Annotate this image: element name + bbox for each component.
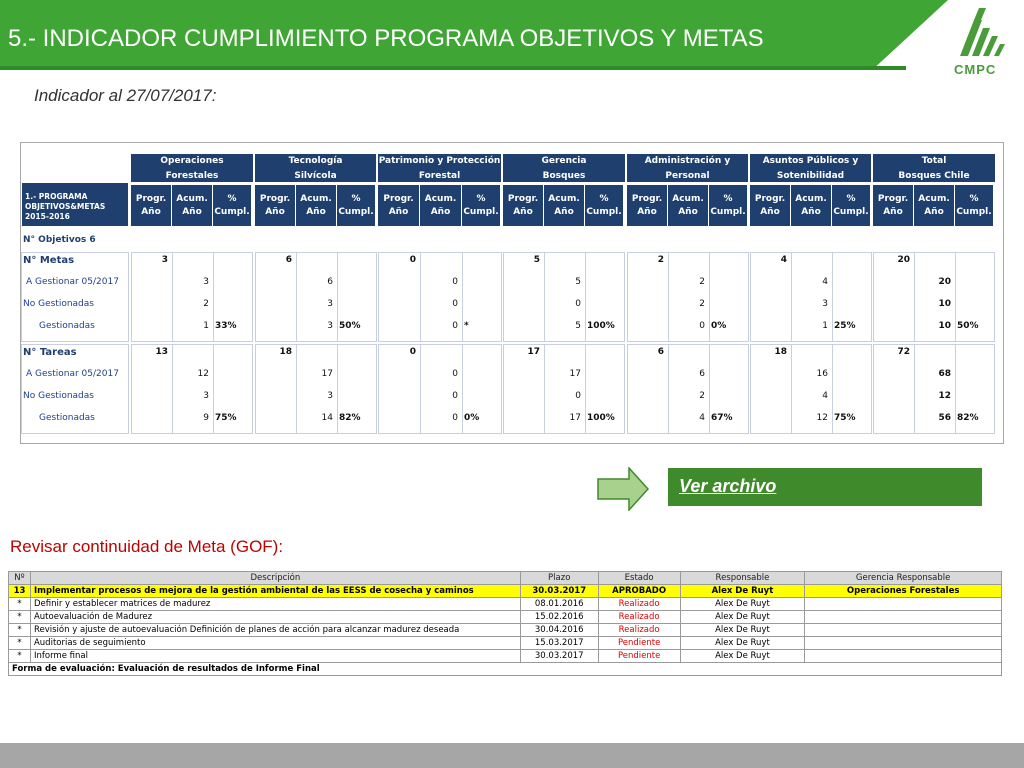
- sub-header-l2: Año: [430, 207, 451, 217]
- gof-row: [9, 598, 1002, 611]
- gestionadas-value: 56: [938, 413, 951, 423]
- sub-header-l1: %: [227, 194, 237, 204]
- gof-header-resp: Responsable: [680, 572, 805, 585]
- sub-header-l2: Año: [924, 207, 944, 217]
- pct-value: 75%: [215, 413, 237, 423]
- sub-header-l1: Progr.: [135, 194, 167, 204]
- gof-cell-ger: Operaciones Forestales: [805, 585, 1002, 598]
- a-gestionar-value: 4: [822, 277, 828, 287]
- pct-value: 82%: [957, 413, 979, 423]
- gof-row: [9, 637, 1002, 650]
- gof-cell-n: *: [9, 624, 31, 637]
- gof-cell-plazo: 30.03.2017: [520, 650, 598, 663]
- sub-header-l2: Año: [760, 207, 780, 217]
- no-gestionadas-value: 0: [575, 391, 581, 401]
- gof-cell-estado: Pendiente: [598, 637, 680, 650]
- page-title: 5.- INDICADOR CUMPLIMIENTO PROGRAMA OBJETIVOS Y METAS: [8, 25, 764, 52]
- sub-header-l1: %: [969, 194, 979, 204]
- a-gestionar-value: 6: [699, 369, 705, 379]
- sub-header-l1: Acum.: [672, 194, 704, 204]
- progr-value: 5: [533, 255, 540, 265]
- progr-value: 18: [774, 347, 787, 357]
- gof-cell-resp: Alex De Ruyt: [680, 585, 805, 598]
- gof-row: [9, 650, 1002, 663]
- header-banner: [0, 0, 1024, 77]
- group-header-line2: Sotenibilidad: [776, 171, 845, 181]
- pct-value: 67%: [711, 413, 733, 423]
- a-gestionar-value: 68: [938, 369, 951, 379]
- gof-row: [9, 611, 1002, 624]
- gof-cell-plazo: 30.03.2017: [520, 585, 598, 598]
- group-header-line2: Bosques: [542, 171, 586, 181]
- gof-cell-estado: Realizado: [598, 598, 680, 611]
- gof-cell-desc: Autoevaluación de Madurez: [30, 611, 520, 624]
- gof-cell-estado: Realizado: [598, 611, 680, 624]
- group-header-line2: Personal: [665, 171, 710, 181]
- sub-header-l2: Año: [801, 207, 821, 217]
- group-header-line1: Tecnología: [288, 156, 343, 166]
- sub-header-l2: Año: [182, 207, 202, 217]
- a-gestionar-value: 3: [203, 277, 209, 287]
- gof-footer: Forma de evaluación: Evaluación de resultados de Informe Final: [9, 663, 1002, 676]
- program-label-line: OBJETIVOS&METAS: [25, 202, 106, 211]
- no-gestionadas-value: 0: [452, 391, 458, 401]
- pct-value: 50%: [957, 321, 979, 331]
- ver-archivo-label: Ver archivo: [679, 476, 777, 496]
- gestionadas-value: 4: [699, 413, 705, 423]
- pct-value: 75%: [834, 413, 856, 423]
- group-header-line1: Gerencia: [541, 156, 587, 166]
- gof-cell-n: *: [9, 637, 31, 650]
- group-header-line1: Asuntos Públicos y: [762, 156, 859, 166]
- no-gestionadas-value: 0: [452, 299, 458, 309]
- pct-value: 0%: [711, 321, 727, 331]
- gestionadas-value: 12: [816, 413, 828, 423]
- gof-cell-estado: Realizado: [598, 624, 680, 637]
- row-label-no-gestionadas: No Gestionadas: [23, 391, 94, 401]
- gof-cell-desc: Implementar procesos de mejora de la gestión ambiental de las EESS de cosecha y caminos: [30, 585, 520, 598]
- no-gestionadas-value: 3: [327, 299, 333, 309]
- sub-header-l2: Año: [265, 207, 285, 217]
- gof-cell-desc: Definir y establecer matrices de madurez: [30, 598, 520, 611]
- no-gestionadas-value: 0: [575, 299, 581, 309]
- a-gestionar-value: 12: [197, 369, 209, 379]
- pct-value: 50%: [339, 321, 361, 331]
- sub-header-l1: Acum.: [424, 194, 457, 204]
- sub-header-l2: Año: [554, 207, 574, 217]
- a-gestionar-value: 6: [327, 277, 333, 287]
- a-gestionar-value: 17: [321, 369, 333, 379]
- row-label-a-gestionar: A Gestionar 05/2017: [26, 277, 119, 287]
- sub-header-l2: Año: [141, 207, 161, 217]
- objectives-label: N° Objetivos 6: [23, 235, 96, 245]
- pct-value: 82%: [339, 413, 361, 423]
- gestionadas-value: 3: [327, 321, 333, 331]
- gof-cell-ger: [805, 650, 1002, 663]
- pct-value: 0%: [464, 413, 480, 423]
- pct-value: 100%: [587, 413, 615, 423]
- gestionadas-value: 0: [452, 321, 458, 331]
- indicator-date: Indicador al 27/07/2017:: [34, 86, 217, 105]
- footer-bar: [0, 743, 1024, 768]
- gof-cell-ger: [805, 624, 1002, 637]
- gof-cell-plazo: 30.04.2016: [520, 624, 598, 637]
- progr-value: 20: [897, 255, 910, 265]
- gof-cell-resp: Alex De Ruyt: [680, 650, 805, 663]
- sub-header-l1: Progr.: [507, 194, 539, 204]
- gestionadas-value: 9: [203, 413, 209, 423]
- gof-cell-resp: Alex De Ruyt: [680, 637, 805, 650]
- sub-header-l2: Cumpl.: [710, 207, 746, 217]
- gof-cell-resp: Alex De Ruyt: [680, 611, 805, 624]
- sub-header-l1: Acum.: [795, 194, 827, 204]
- pct-value: 33%: [215, 321, 237, 331]
- gof-cell-estado: APROBADO: [598, 585, 680, 598]
- sub-header-l1: Progr.: [259, 194, 291, 204]
- gestionadas-value: 10: [938, 321, 951, 331]
- progr-value: 0: [409, 347, 416, 357]
- pct-value: 25%: [834, 321, 856, 331]
- gof-cell-ger: [805, 637, 1002, 650]
- cmpc-logo-icon: [952, 6, 1008, 66]
- gestionadas-value: 0: [699, 321, 705, 331]
- block-title: N° Metas: [23, 255, 75, 266]
- gof-header-n: Nº: [9, 572, 31, 585]
- sub-header-l1: Acum.: [300, 194, 332, 204]
- sub-header-l2: Cumpl.: [956, 207, 992, 217]
- sub-header-l2: Cumpl.: [214, 207, 250, 217]
- row-label-gestionadas: Gestionadas: [39, 413, 95, 423]
- program-label-line: 1.- PROGRAMA: [25, 192, 88, 201]
- sub-header-l2: Año: [306, 207, 326, 217]
- a-gestionar-value: 5: [575, 277, 581, 287]
- gestionadas-value: 1: [822, 321, 828, 331]
- sub-header-l1: %: [351, 194, 361, 204]
- sub-header-l1: %: [476, 194, 486, 204]
- gof-row: [9, 624, 1002, 637]
- sub-header-l2: Año: [883, 207, 903, 217]
- revisar-heading: Revisar continuidad de Meta (GOF):: [10, 537, 284, 556]
- sub-header-l2: Cumpl.: [338, 207, 374, 217]
- a-gestionar-value: 20: [938, 277, 951, 287]
- a-gestionar-value: 17: [569, 369, 581, 379]
- a-gestionar-value: 2: [699, 277, 705, 287]
- gof-header-plazo: Plazo: [520, 572, 598, 585]
- progr-value: 13: [155, 347, 168, 357]
- gof-cell-resp: Alex De Ruyt: [680, 624, 805, 637]
- progr-value: 6: [657, 347, 664, 357]
- progr-value: 3: [161, 255, 168, 265]
- sub-header-l1: Progr.: [631, 194, 663, 204]
- sub-header-l1: %: [723, 194, 733, 204]
- no-gestionadas-value: 3: [203, 391, 209, 401]
- no-gestionadas-value: 3: [822, 299, 828, 309]
- progr-value: 72: [897, 347, 910, 357]
- gestionadas-value: 14: [321, 413, 333, 423]
- sub-header-l1: Progr.: [754, 194, 786, 204]
- sub-header-l1: Progr.: [383, 194, 414, 204]
- sub-header-l1: %: [599, 194, 609, 204]
- no-gestionadas-value: 4: [822, 391, 828, 401]
- logo-text: CMPC: [954, 62, 997, 77]
- no-gestionadas-value: 10: [938, 299, 951, 309]
- a-gestionar-value: 0: [452, 277, 458, 287]
- header-band: [0, 66, 906, 70]
- program-label-line: 2015-2016: [25, 212, 70, 221]
- group-header-line2: Silvícola: [294, 171, 337, 181]
- no-gestionadas-value: 2: [699, 391, 705, 401]
- gof-cell-desc: Revisión y ajuste de autoevaluación Definición de planes de acción para alcanzar madurez deseada: [30, 624, 520, 637]
- sub-header-l2: Cumpl.: [586, 207, 622, 217]
- progr-value: 4: [780, 255, 787, 265]
- gestionadas-value: 1: [203, 321, 209, 331]
- gof-cell-n: *: [9, 598, 31, 611]
- gof-cell-desc: Auditorias de seguimiento: [30, 637, 520, 650]
- no-gestionadas-value: 3: [327, 391, 333, 401]
- gof-cell-desc: Informe final: [30, 650, 520, 663]
- block-title: N° Tareas: [23, 347, 77, 358]
- group-header-line2: Forestales: [165, 171, 219, 181]
- gestionadas-value: 0: [452, 413, 458, 423]
- group-header-line1: Total: [921, 156, 947, 166]
- gof-header-estado: Estado: [598, 572, 680, 585]
- group-header-line2: Forestal: [418, 171, 461, 181]
- row-label-gestionadas: Gestionadas: [39, 321, 95, 331]
- gof-footer-row: [9, 663, 1002, 676]
- gof-cell-estado: Pendiente: [598, 650, 680, 663]
- progr-value: 17: [527, 347, 540, 357]
- pct-value: 100%: [587, 321, 615, 331]
- gof-row: [9, 585, 1002, 598]
- group-header-line2: Bosques Chile: [898, 171, 970, 181]
- sub-header-l1: Acum.: [548, 194, 580, 204]
- gof-header-ger: Gerencia Responsable: [805, 572, 1002, 585]
- arrow-right-icon: [597, 467, 649, 511]
- gof-cell-resp: Alex De Ruyt: [680, 598, 805, 611]
- gof-cell-n: *: [9, 650, 31, 663]
- gestionadas-value: 5: [575, 321, 581, 331]
- gof-cell-plazo: 08.01.2016: [520, 598, 598, 611]
- sub-header-l2: Año: [388, 207, 409, 217]
- gof-cell-n: *: [9, 611, 31, 624]
- sub-header-l2: Cumpl.: [833, 207, 869, 217]
- row-label-no-gestionadas: No Gestionadas: [23, 299, 94, 309]
- group-header-line1: Patrimonio y Protección: [378, 156, 501, 166]
- pct-value: *: [464, 321, 469, 331]
- row-label-a-gestionar: A Gestionar 05/2017: [26, 369, 119, 379]
- sub-header-l1: %: [846, 194, 856, 204]
- sub-header-l2: Año: [513, 207, 533, 217]
- gof-cell-n: 13: [9, 585, 31, 598]
- gof-header-desc: Descripción: [30, 572, 520, 585]
- gof-cell-ger: [805, 611, 1002, 624]
- gestionadas-value: 17: [569, 413, 581, 423]
- sub-header-l1: Progr.: [877, 194, 909, 204]
- a-gestionar-value: 16: [816, 369, 828, 379]
- no-gestionadas-value: 12: [938, 391, 951, 401]
- sub-header-l1: Acum.: [176, 194, 208, 204]
- progr-value: 2: [657, 255, 664, 265]
- gof-cell-ger: [805, 598, 1002, 611]
- progr-value: 18: [279, 347, 292, 357]
- gof-table: [8, 571, 1002, 676]
- sub-header-l2: Año: [678, 207, 698, 217]
- progr-value: 6: [285, 255, 292, 265]
- sub-header-l2: Año: [637, 207, 657, 217]
- a-gestionar-value: 0: [452, 369, 458, 379]
- no-gestionadas-value: 2: [699, 299, 705, 309]
- group-header-line1: Operaciones: [160, 156, 224, 166]
- group-header-line1: Administración y: [644, 156, 731, 166]
- gof-cell-plazo: 15.02.2016: [520, 611, 598, 624]
- sub-header-l1: Acum.: [918, 194, 950, 204]
- gof-header-row: [9, 572, 1002, 585]
- gof-cell-plazo: 15.03.2017: [520, 637, 598, 650]
- progr-value: 0: [409, 255, 416, 265]
- ver-archivo-link[interactable]: [668, 468, 982, 506]
- sub-header-l2: Cumpl.: [463, 207, 499, 217]
- no-gestionadas-value: 2: [203, 299, 209, 309]
